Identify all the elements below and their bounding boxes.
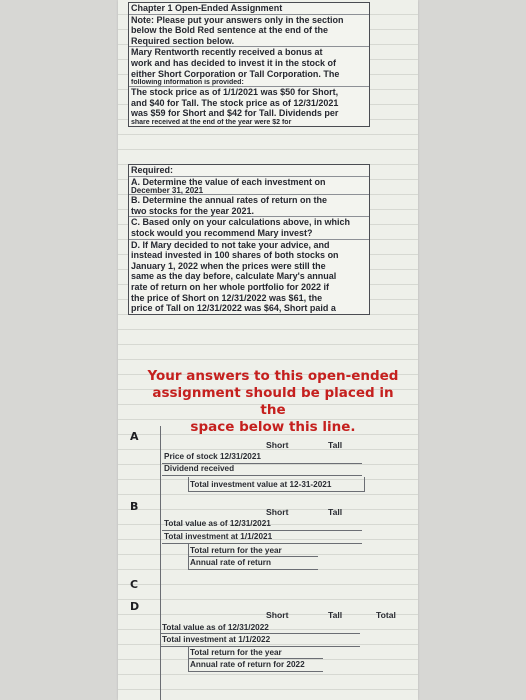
d-row: Total return for the year [190, 648, 282, 657]
req-b-line: two stocks for the year 2021. [129, 206, 369, 218]
b-row: Total return for the year [190, 546, 282, 555]
a-row-total: Total investment value at 12-31-2021 [190, 480, 332, 489]
price-line: was $59 for Short and $42 for Tall. Dividends per [131, 108, 339, 119]
b-row: Annual rate of return [190, 558, 271, 567]
b-col-short: Short [266, 507, 289, 517]
answer-letter-a: A [130, 430, 139, 443]
a-row: Dividend received [164, 464, 235, 473]
req-a-line: December 31, 2021 [129, 187, 369, 195]
story-line: either Short Corporation or Tall Corporation. The [131, 68, 340, 79]
note-line: Required section below. [129, 36, 369, 48]
note-block [128, 2, 370, 127]
worksheet [118, 0, 418, 700]
answer-letter-d: D [130, 600, 140, 613]
req-c-line: stock would you recommend Mary invest? [129, 228, 369, 240]
price-line: The stock price as of 1/1/2021 was $50 for Short, [131, 87, 339, 98]
note-line: below the Bold Red sentence at the end of the [131, 25, 329, 36]
answer-banner-line: space below this line. [190, 419, 356, 435]
req-d-line: D. If Mary decided to not take your advice, and [131, 239, 330, 250]
story-line: Mary Rentworth recently received a bonus at [131, 47, 323, 58]
req-d-line: rate of return on her whole portfolio for 2022 if [131, 281, 330, 292]
answer-banner [138, 368, 408, 436]
story-line: work and has decided to invest it in the stock of [131, 57, 337, 68]
price-line: and $40 for Tall. The stock price as of 12/31/2021 [131, 97, 339, 108]
req-b-line: B. Determine the annual rates of return on the [131, 195, 328, 206]
a-row: Price of stock 12/31/2021 [164, 452, 261, 461]
d-col-short: Short [266, 610, 289, 620]
a-col-tall: Tall [328, 440, 343, 450]
doc-title: Chapter 1 Open-Ended Assignment [129, 3, 369, 15]
note-line: Note: Please put your answers only in the section [131, 14, 344, 25]
d-row: Annual rate of return for 2022 [190, 660, 305, 669]
answer-letter-b: B [130, 500, 139, 513]
a-col-short: Short [266, 440, 289, 450]
story-line-cut: following information is provided: [129, 79, 369, 87]
answer-banner-line: assignment should be placed in the [152, 385, 394, 418]
required-block [128, 164, 370, 315]
req-d-line: same as the day before, calculate Mary's annual [131, 271, 337, 282]
req-c-line: C. Based only on your calculations above, in which [131, 217, 351, 228]
d-col-tall: Tall [328, 610, 343, 620]
price-line-cut: share received at the end of the year were $2 for [131, 118, 292, 126]
required-label: Required: [129, 165, 369, 177]
answer-banner-line: Your answers to this open-ended [147, 368, 399, 384]
d-row: Total investment at 1/1/2022 [162, 635, 271, 644]
req-d-line: January 1, 2022 when the prices were still the [131, 260, 326, 271]
b-row: Total value as of 12/31/2021 [164, 519, 271, 528]
b-row: Total investment at 1/1/2021 [164, 532, 273, 541]
req-a-line: A. Determine the value of each investment on [131, 176, 326, 187]
b-col-tall: Tall [328, 507, 343, 517]
req-d-line: the price of Short on 12/31/2022 was $61, the [131, 292, 323, 303]
answer-letter-c: C [130, 578, 139, 591]
letter-column [118, 426, 161, 700]
req-d-line: instead invested in 100 shares of both stocks on [131, 250, 339, 261]
d-row: Total value as of 12/31/2022 [162, 623, 269, 632]
req-d-line: price of Tall on 12/31/2022 was $64, Short paid a [131, 303, 336, 314]
d-col-total: Total [376, 610, 396, 620]
